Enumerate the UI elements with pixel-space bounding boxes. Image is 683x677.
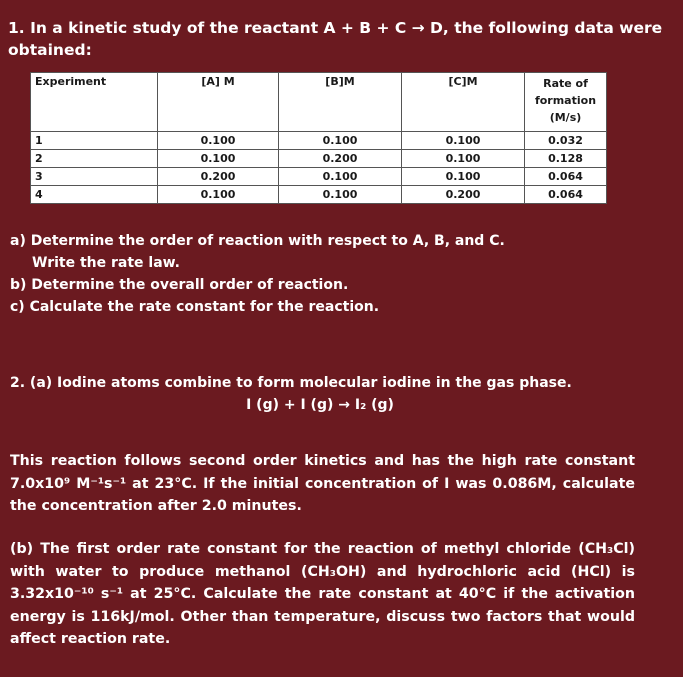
cell-conc-b: 0.200 [279, 150, 402, 168]
table-row [31, 186, 607, 204]
question-2b-paragraph: (b) The first order rate constant for the reaction of methyl chloride (CH₃Cl) with water to produce methanol (CH₃OH) and hydrochloric acid (HCl) is 3.32x10⁻¹⁰ s⁻¹ at 25°C. Calculate the rate constant at 40°C if the activation energy is 116kJ/mol. Other than temperature, discuss two factors that would affect reaction rate. [10, 541, 635, 647]
cell-experiment: 2 [31, 150, 158, 168]
table-row [31, 150, 607, 168]
cell-conc-b: 0.100 [279, 132, 402, 150]
cell-conc-c: 0.100 [402, 150, 525, 168]
table-row [31, 168, 607, 186]
question-2-title: 2. (a) Iodine atoms combine to form molecular iodine in the gas phase. [10, 375, 572, 391]
cell-conc-a: 0.100 [158, 132, 279, 150]
table-row [31, 132, 607, 150]
cell-rate: 0.064 [525, 186, 607, 204]
table-header-row [31, 73, 607, 132]
cell-rate: 0.064 [525, 168, 607, 186]
cell-conc-c: 0.200 [402, 186, 525, 204]
cell-rate: 0.032 [525, 132, 607, 150]
iodine-equation: I (g) + I (g) → I₂ (g) [246, 397, 394, 413]
kinetics-data-table [30, 72, 607, 204]
header-conc-b: [B]M [279, 73, 402, 132]
header-rate: Rate of formation (M/s) [525, 73, 607, 132]
question-1-part-a: a) Determine the order of reaction with respect to A, B, and C. [10, 233, 505, 249]
header-conc-c: [C]M [402, 73, 525, 132]
question-1-title: 1. In a kinetic study of the reactant A + B + C → D, the following data were obtained: [8, 19, 663, 59]
question-1-part-c: c) Calculate the rate constant for the reaction. [10, 299, 380, 315]
cell-conc-c: 0.100 [402, 168, 525, 186]
cell-conc-a: 0.100 [158, 150, 279, 168]
cell-conc-a: 0.100 [158, 186, 279, 204]
header-conc-a: [A] M [158, 73, 279, 132]
question-1-part-a-rate-law: Write the rate law. [32, 255, 181, 271]
question-2a-paragraph: This reaction follows second order kinetics and has the high rate constant 7.0x10⁹ M⁻¹s⁻¹ at 23°C. If the initial concentration of I was 0.086M, calculate the concentration after 2.0 minutes. [10, 453, 635, 514]
cell-rate: 0.128 [525, 150, 607, 168]
header-experiment: Experiment [31, 73, 158, 132]
cell-experiment: 3 [31, 168, 158, 186]
question-1-parts [10, 230, 610, 318]
cell-conc-a: 0.200 [158, 168, 279, 186]
cell-conc-c: 0.100 [402, 132, 525, 150]
cell-experiment: 4 [31, 186, 158, 204]
cell-conc-b: 0.100 [279, 168, 402, 186]
question-1-part-b: b) Determine the overall order of reaction. [10, 277, 349, 293]
cell-experiment: 1 [31, 132, 158, 150]
cell-conc-b: 0.100 [279, 186, 402, 204]
